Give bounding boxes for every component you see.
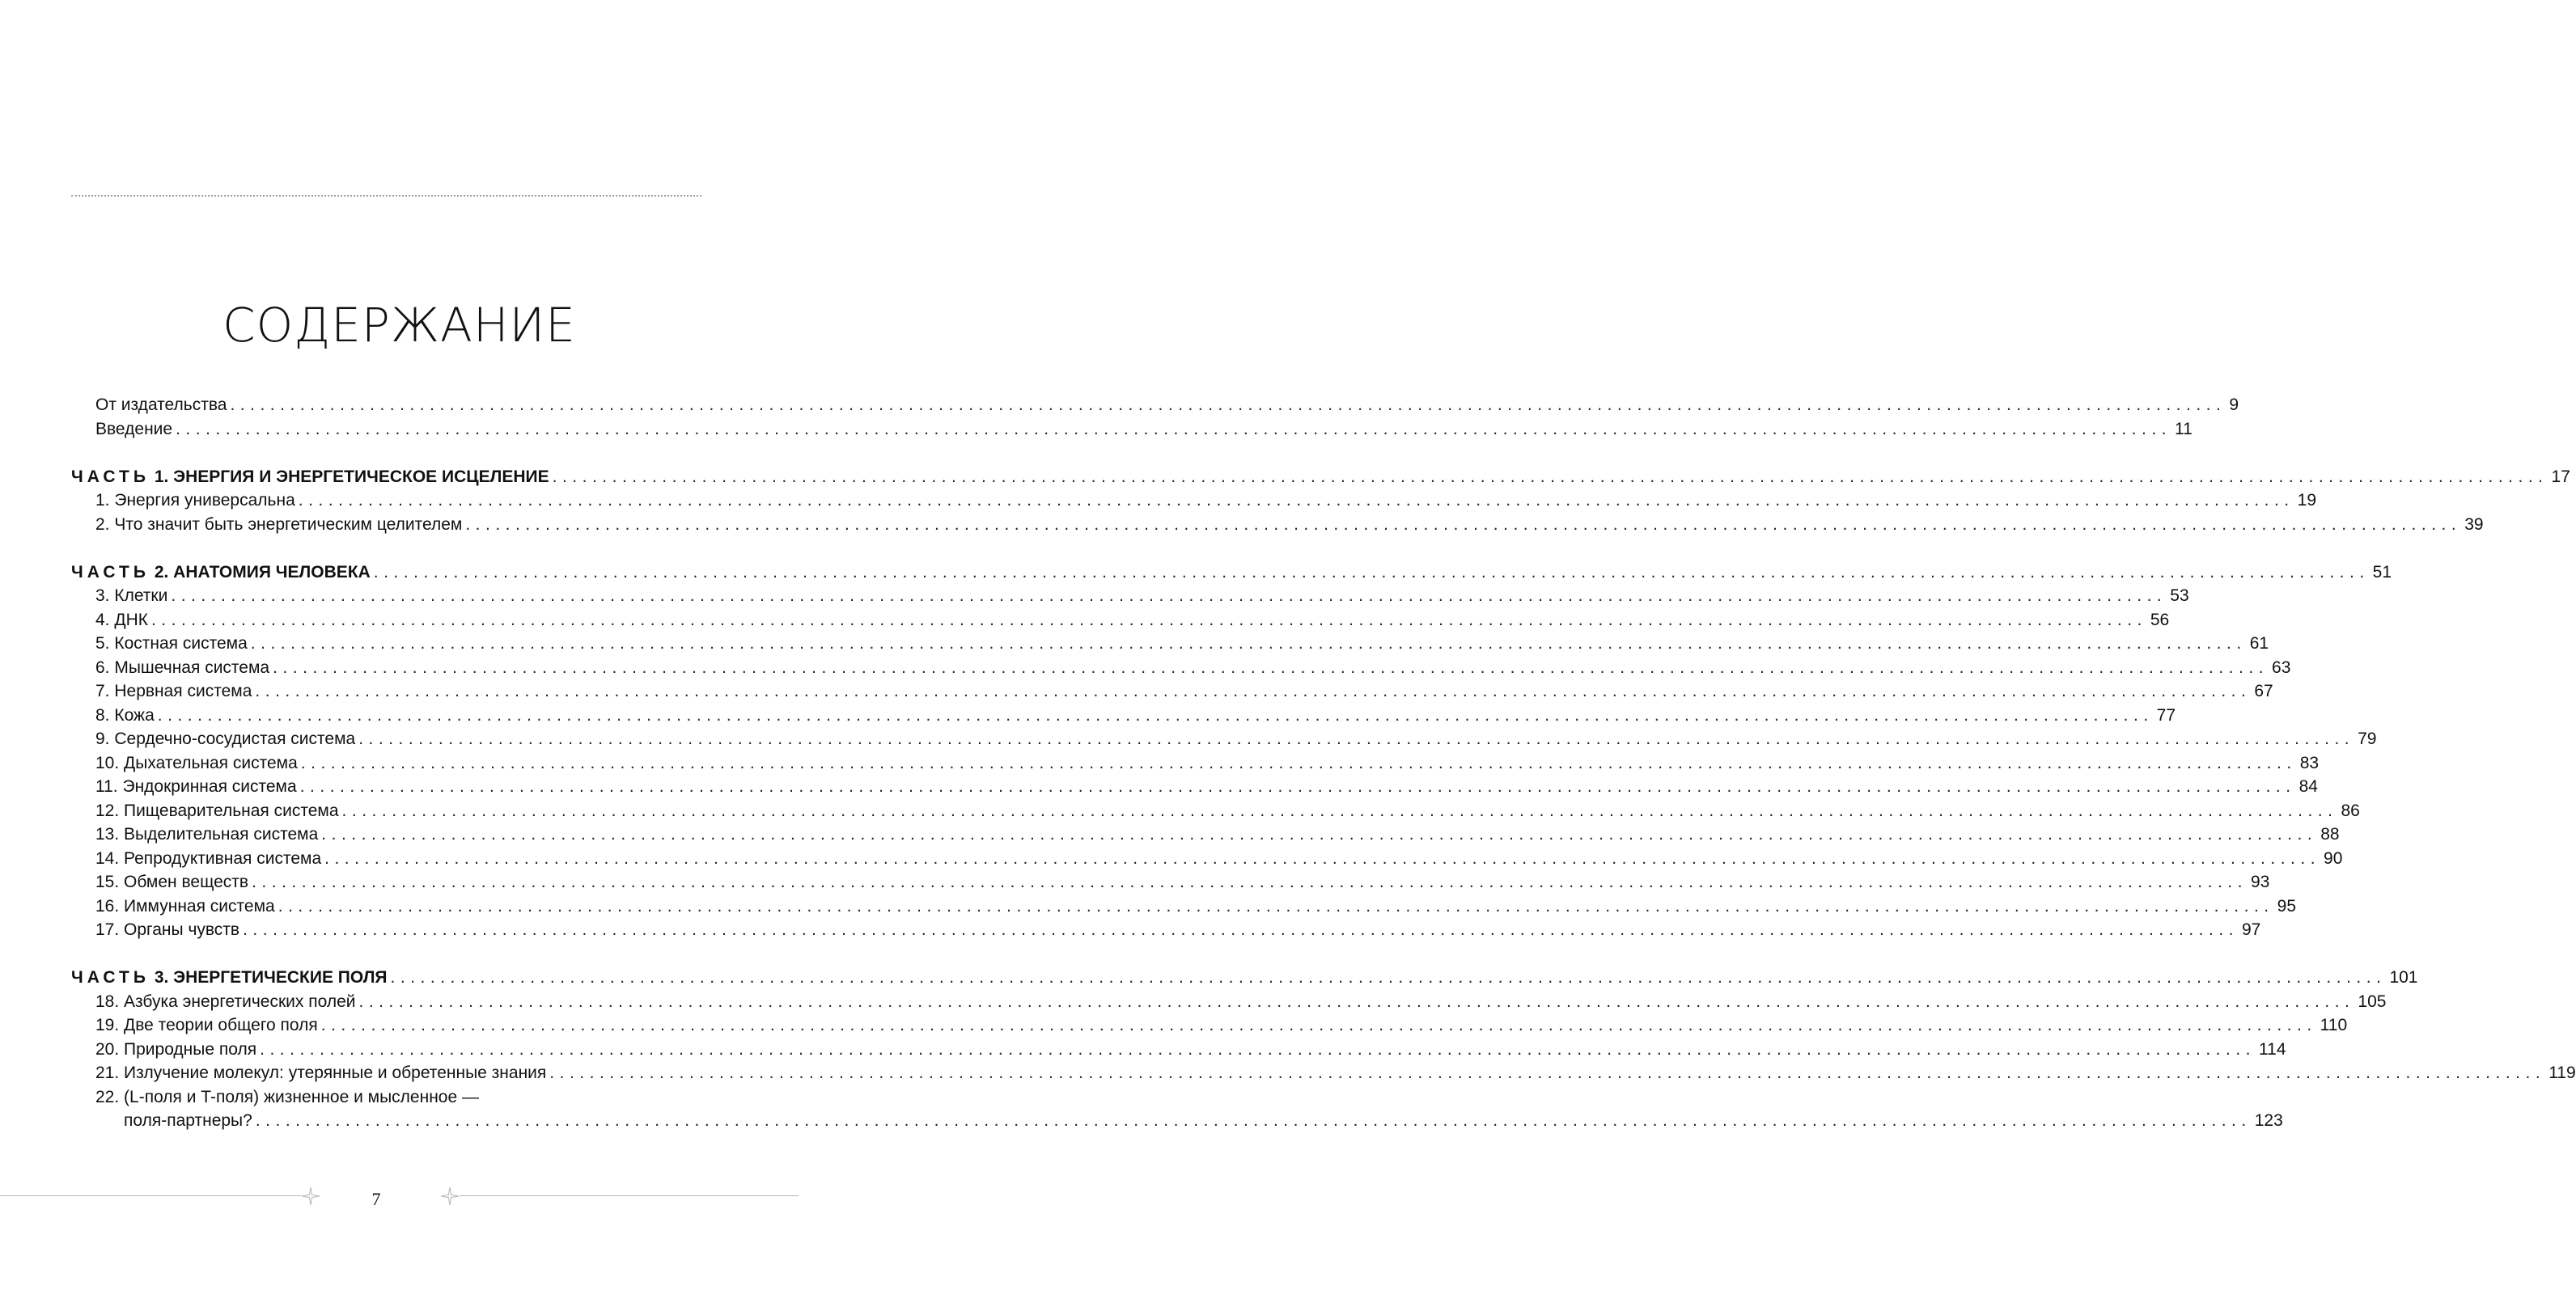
toc-entry[interactable] [71,775,2318,799]
toc-entry-label: 22. (L-поля и T-поля) жизненное и мысленное — [95,1087,479,1106]
toc-entry-label: 13. Выделительная система [95,825,319,844]
toc-entry-page: 67 [2254,682,2273,700]
toc-entry-label: 18. Азбука энергетических полей [95,992,356,1011]
toc-entry-label: 4. ДНК [95,610,148,629]
toc-entry-page: 11 [2175,419,2193,438]
dot-leader: ........................................................................................................................................................................................................ [358,992,2355,1011]
toc-entry[interactable] [71,679,2273,704]
footer-rule-left [0,1195,301,1196]
toc-entry-page: 19 [2297,491,2317,510]
toc-entry-label: 10. Дыхательная система [95,753,298,772]
dot-leader: ........................................................................................................................................................................................................ [341,801,2338,820]
part-prefix: ЧАСТЬ [71,562,150,582]
toc-entry-label: 20. Природные поля [95,1039,257,1059]
toc-part-heading[interactable] [71,560,2392,585]
toc-entry-label: 21. Излучение молекул: утерянные и обретенные знания [95,1064,547,1082]
toc-entry[interactable] [71,632,2269,656]
toc-entry-label: 2. Что значит быть энергетическим целителем [95,514,463,534]
toc-part-page: 51 [2372,562,2392,582]
toc-entry[interactable] [71,823,2340,847]
part-title: 1. ЭНЕРГИЯ И ЭНЕРГЕТИЧЕСКОЕ ИСЦЕЛЕНИЕ [154,467,549,486]
toc-entry[interactable] [71,1038,2286,1062]
dot-leader: ........................................................................................................................................................................................................ [278,896,2274,916]
toc-entry-page: 110 [2320,1016,2348,1034]
dot-leader: ........................................................................................................................................................................................................ [320,1016,2317,1034]
page-title: СОДЕРЖАНИЕ [222,298,576,353]
dot-leader: ........................................................................................................................................................................................................ [230,395,2226,414]
toc-entry-page: 119 [2548,1064,2576,1082]
dot-leader: ........................................................................................................................................................................................................ [176,419,2171,438]
part-prefix: ЧАСТЬ [71,467,150,486]
footer-rule-right [460,1195,799,1196]
top-dotted-rule [71,195,701,197]
toc-entry-page: 77 [2156,705,2176,725]
toc-entry[interactable] [71,847,2343,871]
dot-leader: ........................................................................................................................................................................................................ [465,514,2462,534]
toc-entry-page: 95 [2277,896,2296,916]
dot-leader: ........................................................................................................................................................................................................ [324,848,2321,868]
toc-part-heading[interactable] [71,465,2570,489]
toc-entry-label: 19. Две теории общего поля [95,1016,318,1034]
toc-entry-label: 6. Мышечная система [95,658,270,677]
dot-leader: ........................................................................................................................................................................................................ [150,610,2147,629]
sparkle-ornament-icon [301,1186,320,1206]
toc-entry[interactable] [71,584,2189,608]
toc-entry[interactable] [71,895,2296,919]
toc-entry-label: 14. Репродуктивная система [95,848,322,868]
toc-entry-label: 17. Органы чувств [95,920,240,939]
toc-entry-page: 105 [2358,992,2387,1011]
toc-entry[interactable] [71,704,2176,728]
toc-entry-page: 93 [2250,873,2270,891]
toc-entry-label: 8. Кожа [95,705,155,725]
toc-entry-page: 86 [2341,801,2360,820]
toc-entry-page: 61 [2249,634,2269,653]
toc-entry-label: 5. Костная система [95,634,248,653]
toc-entry[interactable] [71,1061,2576,1085]
part-title: 3. ЭНЕРГЕТИЧЕСКИЕ ПОЛЯ [154,968,388,987]
dot-leader: ........................................................................................................................................................................................................ [260,1039,2256,1059]
toc-part-label [71,560,371,585]
toc-entry[interactable] [71,608,2170,632]
toc-entry-page: 56 [2150,610,2170,629]
toc-entry-page: 9 [2229,395,2239,414]
toc-entry[interactable] [71,727,2377,751]
toc-entry-label: 3. Клетки [95,586,168,605]
toc-entry-label: 7. Нервная система [95,682,252,700]
page-number: 7 [371,1189,381,1209]
toc-part-page: 17 [2551,467,2570,486]
table-of-contents [71,393,2576,1133]
dot-leader: ........................................................................................................................................................................................................ [157,705,2154,725]
toc-entry-label: От издательства [95,395,227,414]
toc-entry-page: 53 [2170,586,2189,605]
toc-entry-page: 39 [2464,514,2484,534]
toc-part-label [71,966,388,990]
dot-leader: ........................................................................................................................................................................................................ [171,586,2167,605]
dot-leader: ........................................................................................................................................................................................................ [273,658,2269,677]
toc-entry[interactable] [71,751,2320,776]
toc-entry-label: 16. Иммунная система [95,896,275,916]
toc-entry-page: 90 [2324,848,2343,868]
toc-entry-label: 11. Эндокринная система [95,777,297,796]
toc-entry-continuation[interactable] [71,1109,2283,1133]
toc-entry[interactable] [71,656,2291,680]
toc-entry-label: 15. Обмен веществ [95,873,249,891]
part-prefix: ЧАСТЬ [71,968,150,987]
toc-entry[interactable] [71,393,2239,417]
dot-leader: ........................................................................................................................................................................................................ [250,634,2247,653]
toc-entry[interactable] [71,918,2261,942]
toc-entry-label: Введение [95,419,173,438]
toc-entry-page: 79 [2358,730,2377,748]
toc-entry-label: поля-партнеры? [124,1111,252,1130]
dot-leader: ........................................................................................................................................................................................................ [373,562,2370,582]
dot-leader: ........................................................................................................................................................................................................ [300,753,2297,772]
dot-leader: ........................................................................................................................................................................................................ [255,682,2252,700]
toc-entry-page: 97 [2242,920,2261,939]
dot-leader: ........................................................................................................................................................................................................ [390,968,2387,987]
toc-entry[interactable] [71,417,2193,442]
dot-leader: ........................................................................................................................................................................................................ [299,777,2296,796]
toc-entry-label: 12. Пищеварительная система [95,801,339,820]
toc-entry-page: 63 [2272,658,2291,677]
toc-part-heading[interactable] [71,966,2418,990]
toc-entry-page: 83 [2299,753,2320,772]
toc-part-page: 101 [2389,968,2418,987]
toc-part-label [71,465,549,489]
toc-entry-page: 114 [2259,1039,2286,1059]
toc-entry-page: 84 [2298,777,2318,796]
dot-leader: ........................................................................................................................................................................................................ [255,1111,2252,1130]
part-title: 2. АНАТОМИЯ ЧЕЛОВЕКА [154,562,371,582]
dot-leader: ........................................................................................................................................................................................................ [321,825,2318,844]
toc-entry[interactable] [71,1013,2348,1038]
toc-entry[interactable] [71,489,2317,513]
dot-leader: ........................................................................................................................................................................................................ [243,920,2239,939]
dot-leader: ........................................................................................................................................................................................................ [552,467,2548,486]
dot-leader: ........................................................................................................................................................................................................ [252,873,2248,891]
toc-entry[interactable] [71,990,2387,1014]
dot-leader: ........................................................................................................................................................................................................ [298,491,2294,510]
toc-entry-page: 88 [2320,825,2340,844]
toc-entry-first-line[interactable] [71,1085,701,1110]
sparkle-ornament-icon [440,1186,460,1206]
dot-leader: ........................................................................................................................................................................................................ [358,730,2355,748]
toc-entry-page: 123 [2254,1111,2283,1130]
toc-entry[interactable] [71,513,2484,537]
toc-entry-label: 9. Сердечно-сосудистая система [95,730,356,748]
dot-leader: ........................................................................................................................................................................................................ [549,1064,2546,1082]
toc-entry[interactable] [71,870,2270,895]
toc-entry-label: 1. Энергия универсальна [95,491,295,510]
toc-entry[interactable] [71,799,2360,823]
